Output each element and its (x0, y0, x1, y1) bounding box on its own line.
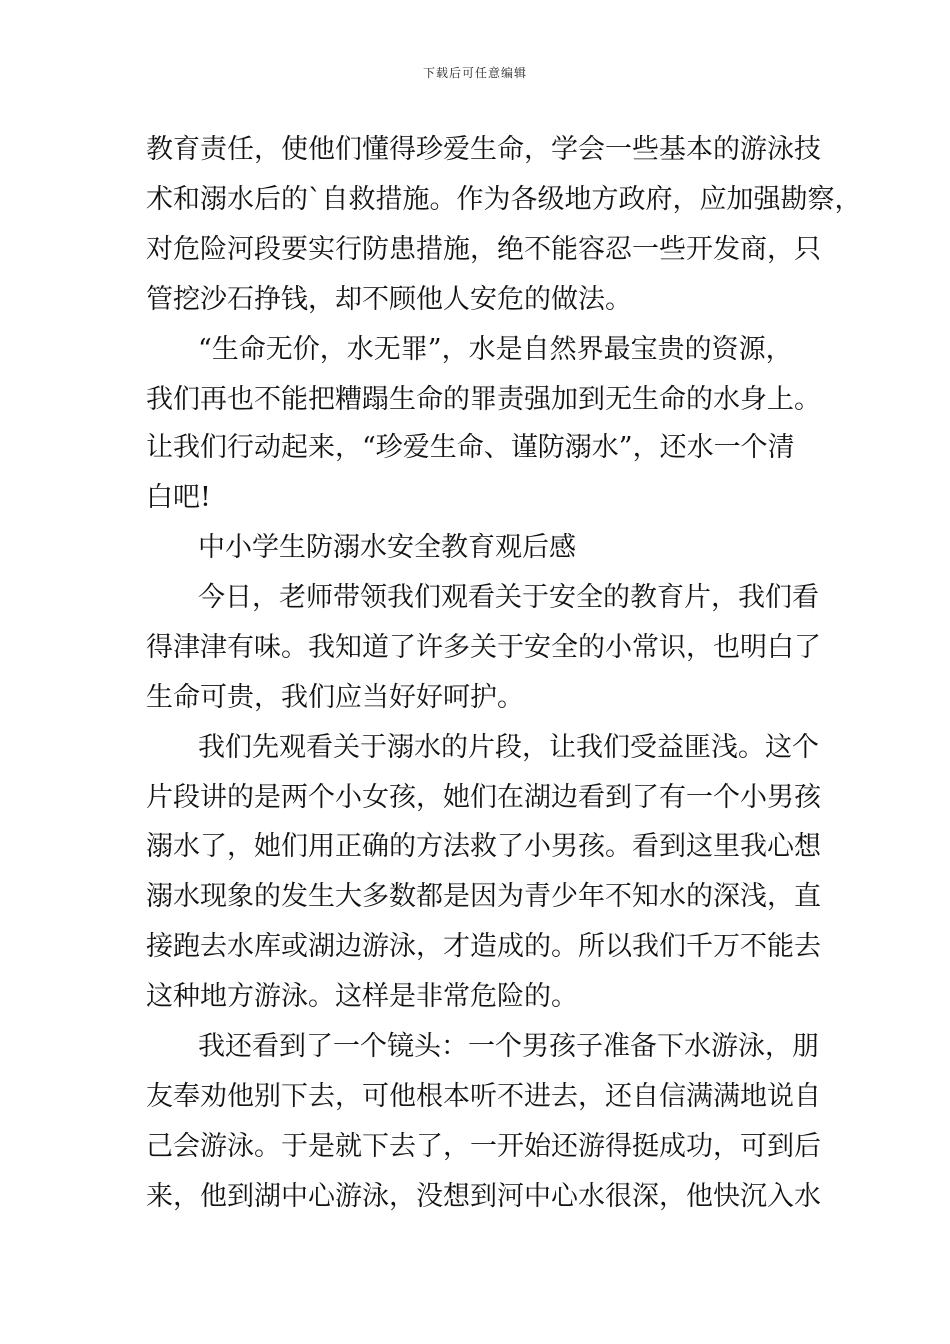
section-title: 中小学生防溺水安全教育观后感 (198, 532, 576, 563)
body-line: 白吧! (146, 482, 211, 513)
body-line: 我还看到了一个镜头：一个男孩子准备下水游泳，朋 (198, 1031, 819, 1062)
body-line: 对危险河段要实行防患措施，绝不能容忍一些开发商，只 (146, 234, 821, 265)
body-line: 片段讲的是两个小女孩，她们在湖边看到了有一个小男孩 (146, 782, 821, 813)
body-line: 教育责任，使他们懂得珍爱生命，学会一些基本的游泳技 (146, 134, 821, 165)
body-line: 接跑去水库或湖边游泳，才造成的。所以我们千万不能去 (146, 931, 821, 962)
page-header: 下载后可任意编辑 (422, 66, 527, 80)
body-line: 我们先观看关于溺水的片段，让我们受益匪浅。这个 (198, 732, 819, 763)
body-line: 生命可贵，我们应当好好呵护。 (146, 682, 524, 713)
body-line: 管挖沙石挣钱，却不顾他人安危的做法。 (146, 284, 632, 315)
body-line: 今日，老师带领我们观看关于安全的教育片，我们看 (198, 582, 819, 613)
body-line: 溺水了，她们用正确的方法救了小男孩。看到这里我心想 (146, 831, 821, 862)
body-line: 这种地方游泳。这样是非常危险的。 (146, 981, 578, 1012)
body-line: 得津津有味。我知道了许多关于安全的小常识，也明白了 (146, 632, 821, 663)
body-line: 术和溺水后的`自救措施。作为各级地方政府，应加强勘察， (146, 184, 862, 215)
body-line: “生命无价，水无罪”，水是自然界最宝贵的资源， (198, 334, 793, 365)
body-line: 让我们行动起来，“珍爱生命、谨防溺水”，还水一个清 (146, 432, 795, 463)
body-line: 我们再也不能把糟蹋生命的罪责强加到无生命的水身上。 (146, 384, 821, 415)
body-line: 来，他到湖中心游泳，没想到河中心水很深，他快沉入水 (146, 1181, 821, 1212)
body-line: 友奉劝他别下去，可他根本听不进去，还自信满满地说自 (146, 1081, 821, 1112)
body-line: 己会游泳。于是就下去了，一开始还游得挺成功，可到后 (146, 1131, 821, 1162)
body-line: 溺水现象的发生大多数都是因为青少年不知水的深浅，直 (146, 881, 821, 912)
